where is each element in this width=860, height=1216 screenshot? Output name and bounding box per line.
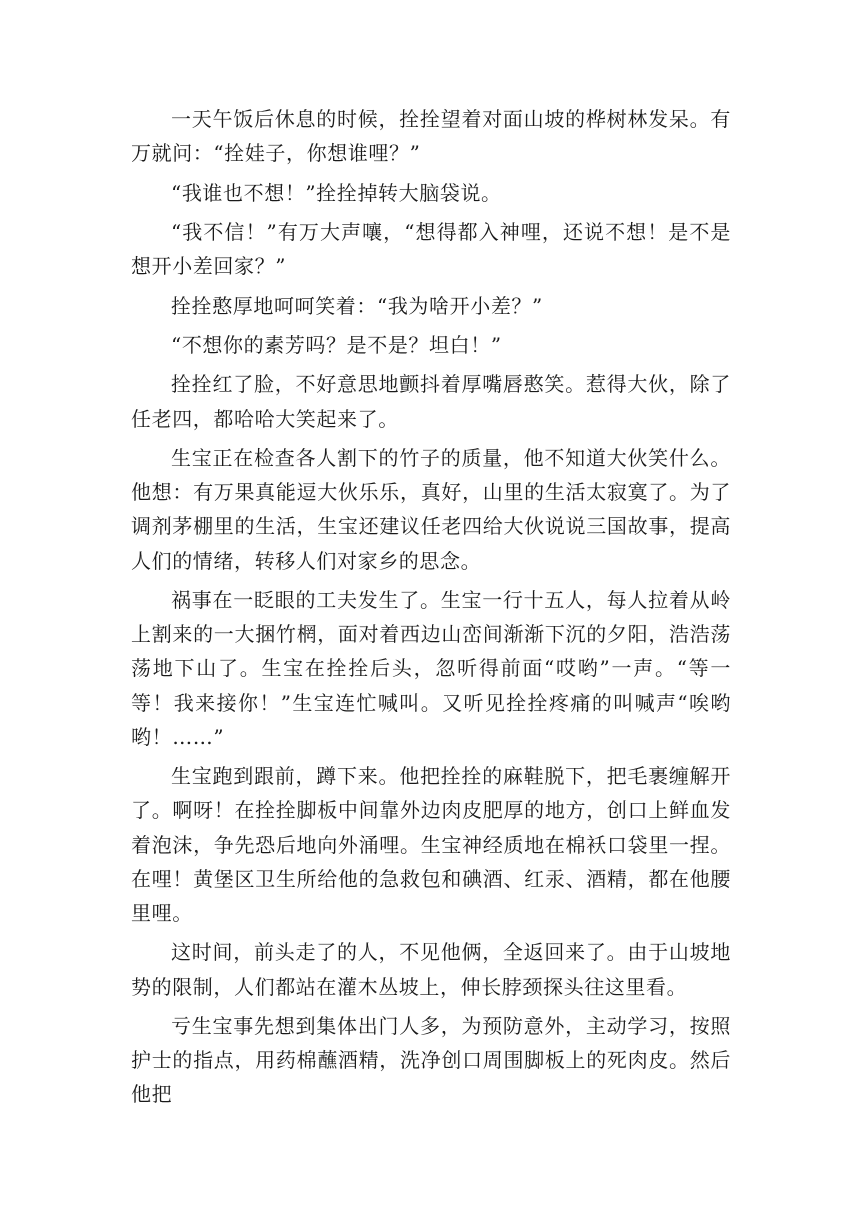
- paragraph-9: 生宝跑到跟前，蹲下来。他把拴拴的麻鞋脱下，把毛裹缠解开了。啊呀！在拴拴脚板中间靠外边肉皮肥厚的地方，创口上鲜血发着泡沫，争先恐后地向外涌哩。生宝神经质地在棉袄口袋里一捏。在哩！黄堡区卫生所给他的急救包和碘酒、红汞、酒精，都在他腰里哩。: [131, 764, 731, 925]
- paragraph-11: 亏生宝事先想到集体出门人多，为预防意外，主动学习，按照护士的指点，用药棉蘸酒精，洗净创口周围脚板上的死肉皮。然后他把: [131, 1013, 731, 1107]
- paragraph-4: 拴拴憨厚地呵呵笑着：“我为啥开小差？”: [171, 293, 543, 318]
- paragraph-6: 拴拴红了脸，不好意思地颤抖着厚嘴唇憨笑。惹得大伙，除了任老四，都哈哈大笑起来了。: [131, 372, 731, 431]
- body-text: [131, 102, 731, 1117]
- paragraph-10: 这时间，前头走了的人，不见他俩，全返回来了。由于山坡地势的限制，人们都站在灌木丛坡上，伸长脖颈探头往这里看。: [131, 940, 731, 999]
- paragraph-8: 祸事在一眨眼的工夫发生了。生宝一行十五人，每人拉着从岭上割来的一大捆竹棢，面对着西边山峦间渐渐下沉的夕阳，浩浩荡荡地下山了。生宝在拴拴后头，忽听得前面“哎哟”一声。“等一等！我来接你！”生宝连忙喊叫。又听见拴拴疼痛的叫喊声“唉哟哟！……”: [131, 587, 731, 749]
- paragraph-7: 生宝正在检查各人割下的竹子的质量，他不知道大伙笑什么。他想：有万果真能逗大伙乐乐，真好，山里的生活太寂寞了。为了调剂茅棚里的生活，生宝还建议任老四给大伙说说三国故事，提高人们的情绪，转移人们对家乡的思念。: [131, 445, 731, 573]
- paragraph-3: “我不信！”有万大声嚷，“想得都入神哩，还说不想！是不是想开小差回家？”: [131, 219, 731, 279]
- paragraph-5: “不想你的素芳吗？是不是？坦白！”: [171, 332, 502, 357]
- paragraph-2: “我谁也不想！”拴拴掉转大脑袋说。: [171, 180, 502, 205]
- paragraph-1: 一天午饭后休息的时候，拴拴望着对面山坡的桦树林发呆。有万就问：“拴娃子，你想谁哩？”: [131, 107, 731, 166]
